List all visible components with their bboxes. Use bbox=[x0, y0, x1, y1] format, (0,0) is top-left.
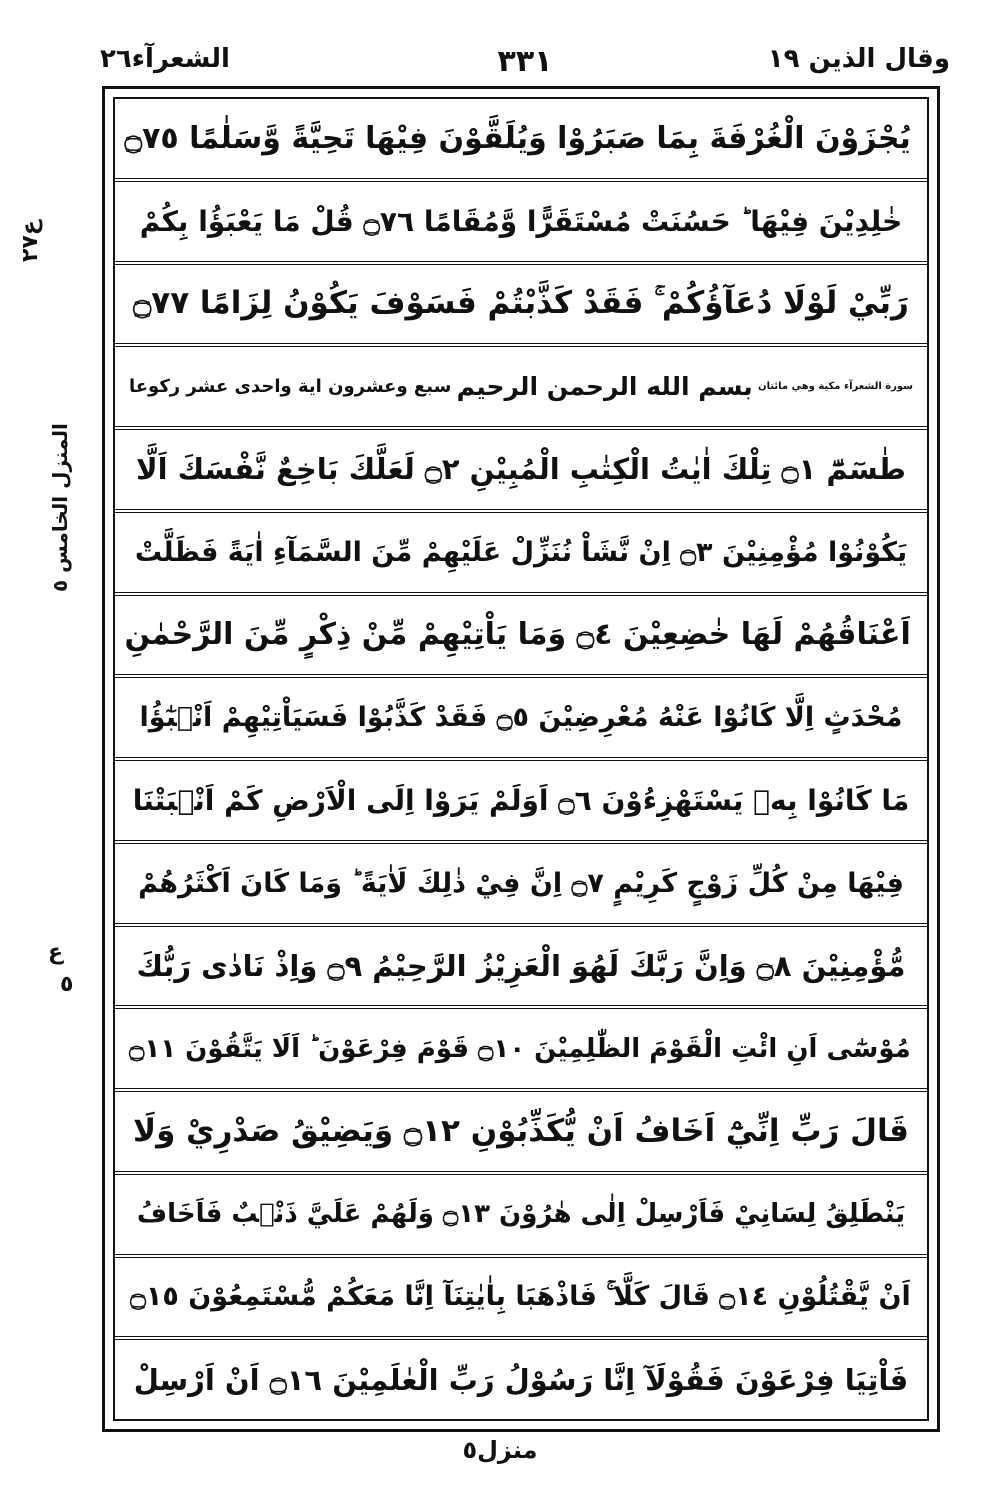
verse-line: مَا كَانُوْا بِهٖ يَسْتَهْزِءُوْنَ ۝٦ اَوَلَمْ يَرَوْا اِلَى الْاَرْضِ كَمْ اَنْۢبَتْنَا bbox=[132, 783, 910, 817]
text-line-6 bbox=[115, 596, 927, 679]
verse-line: فَاْتِيَا فِرْعَوْنَ فَقُوْلَآ اِنَّا رَسُوْلُ رَبِّ الْعٰلَمِيْنَ ۝١٦ اَنْ اَرْسِلْ bbox=[133, 1362, 909, 1397]
surah-name-header: الشعرآء٢٦ bbox=[100, 44, 230, 74]
verse-line: اَعْنَاقُهُمْ لَهَا خٰضِعِيْنَ ۝٤ وَمَا يَاْتِيْهِمْ مِّنْ ذِكْرٍ مِّنَ الرَّحْمٰنِ bbox=[124, 617, 911, 653]
verse-line: يَكُوْنُوْا مُؤْمِنِيْنَ ۝٣ اِنْ نَّشَاْ نُنَزِّلْ عَلَيْهِمْ مِّنَ السَّمَآءِ اٰيَةً فَظَلَّتْ bbox=[134, 536, 908, 568]
text-line-13 bbox=[115, 1175, 927, 1258]
text-area bbox=[113, 97, 929, 1421]
text-line-3 bbox=[115, 265, 927, 348]
surah-info-left: سبع وعشرون اية واحدى عشر ركوعا bbox=[129, 376, 452, 398]
verse-line: يُجْزَوْنَ الْغُرْفَةَ بِمَا صَبَرُوْا وَيُلَقَّوْنَ فِيْهَا تَحِيَّةً وَّسَلٰمًا ۝٧٥ bbox=[124, 120, 911, 156]
manzil-footer: منزل٥ bbox=[462, 1436, 538, 1464]
verse-line: خٰلِدِيْنَ فِيْهَا ؕ حَسُنَتْ مُسْتَقَرًّا وَّمُقَامًا ۝٧٦ قُلْ مَا يَعْبَؤُا بِكُمْ bbox=[139, 204, 903, 238]
page-header bbox=[100, 44, 950, 80]
verse-line: مُّؤْمِنِيْنَ ۝٨ وَاِنَّ رَبَّكَ لَهُوَ الْعَزِيْزُ الرَّحِيْمُ ۝٩ وَاِذْ نَادٰى رَبُّكَ bbox=[136, 948, 906, 983]
surah-info-right: سورة الشعرآء مكية وهي مائتان bbox=[758, 381, 913, 393]
text-line-9 bbox=[115, 844, 927, 927]
juz-name-header: وقال الذين ١٩ bbox=[767, 44, 950, 74]
ruku-marker-mid: ع bbox=[48, 940, 64, 965]
text-line-15 bbox=[115, 1340, 927, 1419]
verse-line: طٰسٓمّٓ ۝١ تِلْكَ اٰيٰتُ الْكِتٰبِ الْمُبِيْنِ ۝٢ لَعَلَّكَ بَاخِعٌ نَّفْسَكَ اَلَّا bbox=[136, 452, 906, 487]
page-frame bbox=[102, 86, 940, 1432]
verse-line: يَنْطَلِقُ لِسَانِيْ فَاَرْسِلْ اِلٰى هٰرُوْنَ ۝١٣ وَلَهُمْ عَلَيَّ ذَنْۢبٌ فَاَخَافُ bbox=[136, 1199, 906, 1230]
bismillah: بسم الله الرحمن الرحيم bbox=[456, 372, 753, 402]
page-number: ٣٣١ bbox=[497, 44, 553, 79]
verse-line: اَنْ يَّقْتُلُوْنِ ۝١٤ قَالَ كَلَّا ۚ فَاذْهَبَا بِاٰيٰتِنَآ اِنَّا مَعَكُمْ مُّسْتَمِعُوْنَ ۝١٥ bbox=[130, 1280, 911, 1312]
text-line-4 bbox=[115, 430, 927, 513]
text-line-7 bbox=[115, 678, 927, 761]
text-line-1 bbox=[115, 99, 927, 182]
surah-header-row bbox=[115, 347, 927, 430]
verse-line: مُوْسٰٓى اَنِ ائْتِ الْقَوْمَ الظّٰلِمِيْنَ ۝١٠ قَوْمَ فِرْعَوْنَ ؕ اَلَا يَتَّقُوْنَ ۝١١ bbox=[129, 1033, 911, 1064]
text-line-2 bbox=[115, 182, 927, 265]
ruku-marker-top: ع٢٧ bbox=[18, 220, 43, 262]
text-line-11 bbox=[115, 1009, 927, 1092]
text-line-8 bbox=[115, 761, 927, 844]
verse-line: مُحْدَثٍ اِلَّا كَانُوْا عَنْهُ مُعْرِضِيْنَ ۝٥ فَقَدْ كَذَّبُوْا فَسَيَاْتِيْهِمْ اَنْۢبٰٓؤُا bbox=[139, 702, 903, 734]
verse-line: فِيْهَا مِنْ كُلِّ زَوْجٍ كَرِيْمٍ ۝٧ اِنَّ فِيْ ذٰلِكَ لَاٰيَةً ؕ وَمَا كَانَ اَكْثَرُهُمْ bbox=[138, 867, 904, 899]
text-line-14 bbox=[115, 1258, 927, 1341]
verse-line: رَبِّيْ لَوْلَا دُعَآؤُكُمْ ۚ فَقَدْ كَذَّبْتُمْ فَسَوْفَ يَكُوْنُ لِزَامًا ۝٧٧ bbox=[133, 285, 909, 322]
text-line-12 bbox=[115, 1092, 927, 1175]
text-line-5 bbox=[115, 513, 927, 596]
ruku-number-mid: ٥ bbox=[60, 972, 74, 997]
verse-line: قَالَ رَبِّ اِنِّيْٓ اَخَافُ اَنْ يُّكَذِّبُوْنِ ۝١٢ وَيَضِيْقُ صَدْرِيْ وَلَا bbox=[133, 1113, 909, 1150]
manzil-marker: المنزل الخامس ٥ bbox=[48, 423, 72, 592]
text-line-10 bbox=[115, 927, 927, 1010]
